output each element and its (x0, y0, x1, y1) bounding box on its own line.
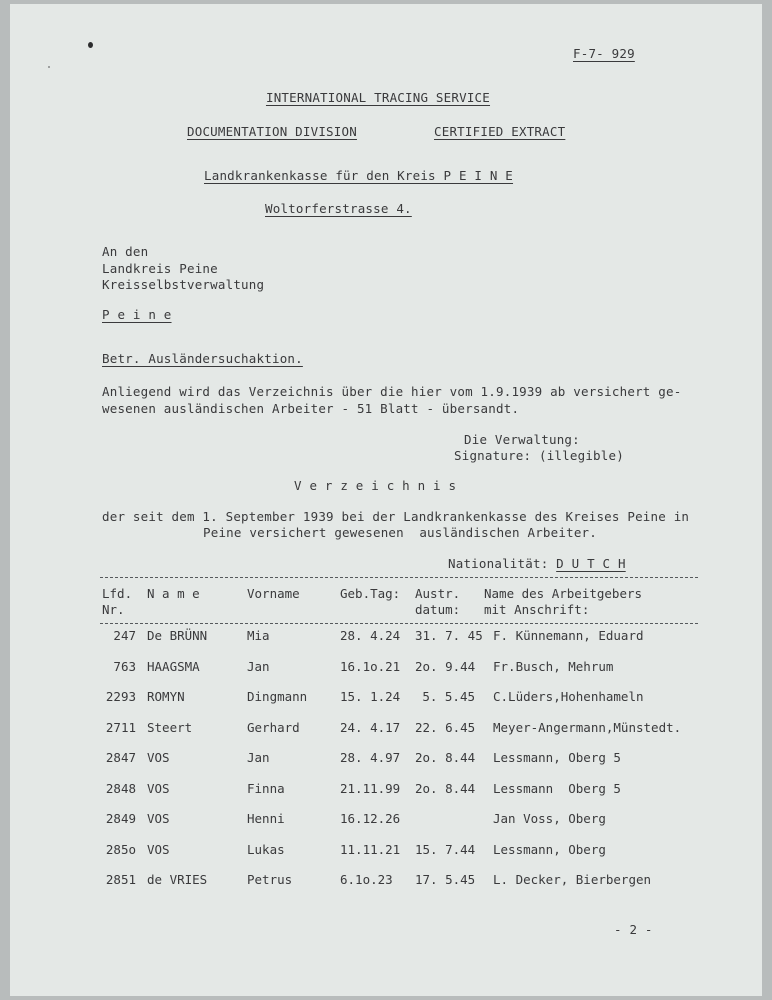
page-number: - 2 - (614, 922, 653, 937)
cell-name: De BRÜNN (147, 628, 208, 643)
header-nr-2: Nr. (102, 602, 125, 617)
cell-geb: 21.11.99 (340, 780, 401, 796)
cell-name: VOS (147, 780, 170, 796)
header-arbeitgeber-2: mit Anschrift: (484, 602, 590, 617)
header-arbeitgeber-1: Name des Arbeitgebers (484, 586, 643, 601)
body-line-1: Anliegend wird das Verzeichnis über die hier vom 1.9.1939 ab versichert ge- (102, 384, 682, 399)
cell-name: HAAGSMA (147, 658, 200, 674)
header-austr-1: Austr. (415, 586, 461, 601)
cell-austr: 5. 5.45 (422, 689, 475, 704)
cell-vorname: Jan (247, 658, 270, 674)
cell-nr: 2851 (105, 872, 136, 887)
cell-nr: 2711 (105, 719, 136, 735)
cell-vorname: Jan (247, 750, 270, 765)
address-line-2: Landkreis Peine (102, 261, 218, 276)
cell-nr: 763 (113, 658, 136, 674)
cell-vorname: Petrus (247, 872, 293, 887)
cell-austr: 2o. 9.44 (415, 658, 476, 674)
cell-arbeitgeber: Meyer-Angermann,Münstedt. (493, 719, 682, 735)
signature-line-2: Signature: (illegible) (454, 448, 624, 463)
address-line-1: An den (102, 244, 149, 259)
cell-austr: 15. 7.44 (415, 841, 476, 857)
org-title: INTERNATIONAL TRACING SERVICE (265, 90, 491, 105)
address-line-3: Kreisselbstverwaltung (102, 277, 265, 292)
cell-geb: 16.1o.21 (340, 658, 401, 674)
cell-geb: 11.11.21 (340, 841, 401, 857)
certified-extract-title: CERTIFIED EXTRACT (434, 124, 566, 139)
table-header-rule (100, 623, 698, 624)
sender-city: P E I N E (443, 168, 514, 183)
cell-austr: 22. 6.45 (415, 719, 476, 735)
header-geb-tag: Geb.Tag: (340, 586, 401, 601)
cell-name: de VRIES (147, 872, 208, 887)
nationality-value: D U T C H (556, 556, 626, 571)
ink-speck-small (48, 66, 50, 68)
nationality (448, 556, 626, 571)
division-title: DOCUMENTATION DIVISION (187, 124, 357, 139)
list-title: V e r z e i c h n i s (294, 478, 457, 493)
cell-name: Steert (147, 719, 193, 735)
header-vorname: Vorname (247, 586, 300, 601)
signature-line-1: Die Verwaltung: (464, 432, 580, 447)
cell-nr: 247 (113, 628, 136, 643)
table-top-rule (100, 577, 698, 578)
cell-austr: 31. 7. 45 (415, 628, 483, 643)
cell-geb: 28. 4.24 (340, 628, 401, 643)
cell-geb: 24. 4.17 (340, 719, 401, 735)
address-city: P e i n e (102, 307, 172, 322)
cell-name: VOS (147, 750, 170, 765)
cell-geb: 6.1o.23 (340, 872, 393, 887)
cell-geb: 15. 1.24 (340, 689, 401, 704)
cell-name: VOS (147, 811, 170, 826)
cell-geb: 28. 4.97 (340, 750, 401, 765)
cell-name: ROMYN (147, 689, 185, 704)
cell-arbeitgeber: Lessmann Oberg 5 (493, 780, 621, 796)
cell-nr: 285o (105, 841, 136, 857)
cell-arbeitgeber: C.Lüders,Hohenhameln (493, 689, 644, 704)
cell-vorname: Dingmann (247, 689, 308, 704)
body-line-2: wesenen ausländischen Arbeiter - 51 Blatt - übersandt. (102, 401, 520, 416)
cell-austr: 17. 5.45 (415, 872, 476, 887)
cell-nr: 2849 (105, 811, 136, 826)
cell-arbeitgeber: Jan Voss, Oberg (493, 811, 606, 826)
document-reference: F-7- 929 (573, 46, 635, 61)
cell-name: VOS (147, 841, 170, 857)
cell-vorname: Finna (247, 780, 285, 796)
list-intro-line-2: Peine versichert gewesenen ausländischen Arbeiter. (203, 525, 598, 540)
nationality-label: Nationalität: (448, 556, 549, 571)
cell-austr: 2o. 8.44 (415, 750, 476, 765)
header-nr-1: Lfd. (102, 586, 133, 601)
list-intro-line-1: der seit dem 1. September 1939 bei der Landkrankenkasse des Kreises Peine in (102, 509, 690, 524)
header-austr-2: datum: (415, 602, 461, 617)
sender-name-prefix: Landkrankenkasse für den Kreis (204, 168, 444, 183)
cell-nr: 2847 (105, 750, 136, 765)
document-page (10, 4, 762, 996)
cell-geb: 16.12.26 (340, 811, 401, 826)
cell-arbeitgeber: Lessmann, Oberg 5 (493, 750, 621, 765)
cell-arbeitgeber: L. Decker, Bierbergen (493, 872, 652, 887)
cell-vorname: Gerhard (247, 719, 300, 735)
cell-arbeitgeber: Fr.Busch, Mehrum (493, 658, 614, 674)
cell-nr: 2848 (105, 780, 136, 796)
cell-austr: 2o. 8.44 (415, 780, 476, 796)
header-name: N a m e (147, 586, 200, 601)
cell-arbeitgeber: F. Künnemann, Eduard (493, 628, 644, 643)
cell-arbeitgeber: Lessmann, Oberg (493, 841, 606, 857)
sender-street: Woltorferstrasse 4. (265, 201, 412, 216)
ink-speck (88, 42, 93, 48)
cell-vorname: Henni (247, 811, 285, 826)
subject-line: Betr. Ausländersuchaktion. (102, 351, 303, 366)
cell-vorname: Lukas (247, 841, 285, 857)
sender-name (204, 168, 513, 183)
cell-vorname: Mia (247, 628, 270, 643)
cell-nr: 2293 (105, 689, 136, 704)
